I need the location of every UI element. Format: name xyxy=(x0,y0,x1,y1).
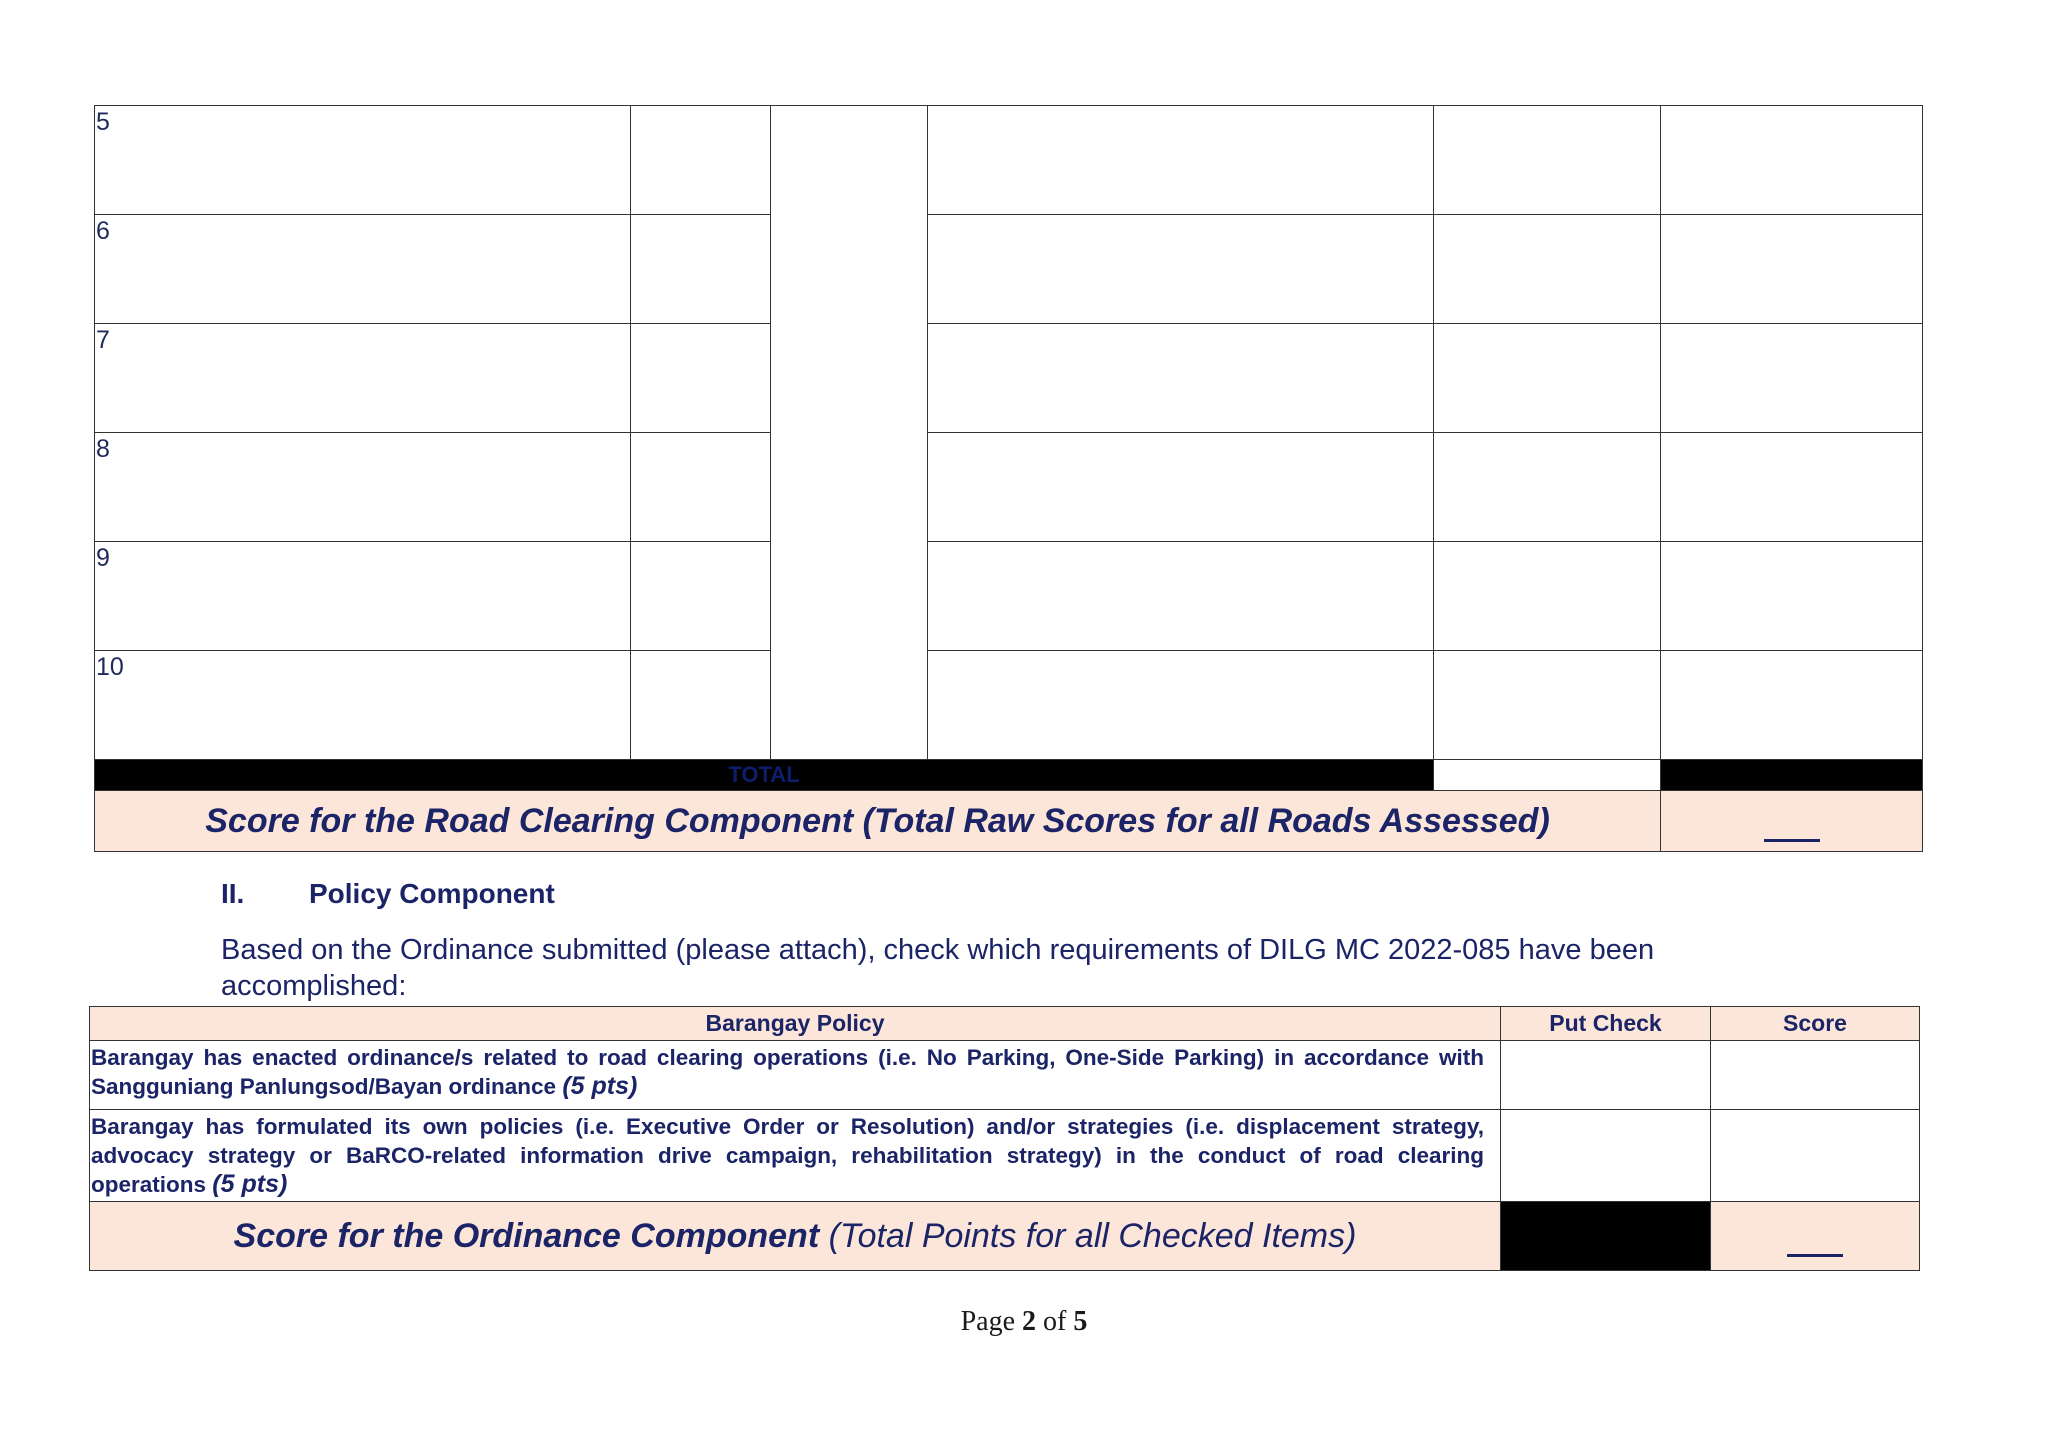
policy-points: (5 pts) xyxy=(562,1072,638,1100)
score-cell[interactable] xyxy=(1711,1110,1920,1202)
table-cell[interactable] xyxy=(1661,542,1923,651)
row-number: 7 xyxy=(95,324,631,433)
table-cell[interactable] xyxy=(1434,542,1661,651)
table-row xyxy=(90,1041,1920,1110)
policy-table xyxy=(89,1006,1920,1271)
table-cell[interactable] xyxy=(1661,106,1923,215)
header-put-check: Put Check xyxy=(1501,1007,1711,1041)
header-barangay-policy: Barangay Policy xyxy=(90,1007,1501,1041)
table-row xyxy=(90,1110,1920,1202)
table-cell[interactable] xyxy=(928,651,1434,760)
current-page-number: 2 xyxy=(1022,1306,1037,1337)
row-number: 9 xyxy=(95,542,631,651)
table-row xyxy=(95,651,1923,760)
table-cell[interactable] xyxy=(1434,324,1661,433)
page-separator: of xyxy=(1043,1306,1067,1337)
table-row xyxy=(95,106,1923,215)
table-row xyxy=(95,433,1923,542)
table-cell[interactable] xyxy=(1661,433,1923,542)
policy-item xyxy=(90,1110,1501,1202)
row-number: 10 xyxy=(95,651,631,760)
total-row xyxy=(95,760,1923,791)
policy-item xyxy=(90,1041,1501,1110)
header-score: Score xyxy=(1711,1007,1920,1041)
table-cell[interactable] xyxy=(1434,651,1661,760)
table-cell[interactable] xyxy=(1434,106,1661,215)
table-row xyxy=(95,324,1923,433)
row-number: 8 xyxy=(95,433,631,542)
page-label: Page xyxy=(960,1306,1016,1337)
policy-text: Barangay has enacted ordinance/s related to road clearing operations (i.e. No Parking, One-Side Parking) in accordance with Sangguniang Panlungsod/Bayan ordinance xyxy=(91,1045,1484,1099)
section-intro: Based on the Ordinance submitted (please attach), check which requirements of DILG MC 2022-085 have been accomplished: xyxy=(221,934,1655,1002)
table-cell[interactable] xyxy=(928,324,1434,433)
table-cell[interactable] xyxy=(631,324,771,433)
check-cell[interactable] xyxy=(1501,1041,1711,1110)
table-cell[interactable] xyxy=(928,542,1434,651)
ordinance-score-label xyxy=(90,1202,1501,1271)
ordinance-score-field[interactable] xyxy=(1711,1202,1920,1271)
road-assessment-table xyxy=(94,105,1923,852)
policy-points: (5 pts) xyxy=(212,1170,288,1198)
ordinance-score-note: (Total Points for all Checked Items) xyxy=(828,1216,1357,1255)
table-row xyxy=(95,215,1923,324)
table-cell[interactable] xyxy=(631,433,771,542)
table-cell[interactable] xyxy=(631,215,771,324)
table-cell[interactable] xyxy=(928,433,1434,542)
policy-text: Barangay has formulated its own policies (i.e. Executive Order or Resolution) and/or strategies (i.e. displacement strategy, advocacy strategy or BaRCO-related information drive campaign, rehabilitation strategy) in the conduct of road clearing operations xyxy=(91,1114,1484,1197)
score-blank-line xyxy=(1787,1224,1843,1257)
table-row xyxy=(95,542,1923,651)
total-label: TOTAL xyxy=(95,760,1434,791)
section-number: II. xyxy=(221,878,245,909)
table-cell[interactable] xyxy=(631,651,771,760)
table-cell[interactable] xyxy=(1434,215,1661,324)
ordinance-score-row xyxy=(90,1202,1920,1271)
table-cell[interactable] xyxy=(1434,433,1661,542)
table-cell[interactable] xyxy=(1661,324,1923,433)
total-pages-number: 5 xyxy=(1073,1306,1088,1337)
road-clearing-score-field[interactable] xyxy=(1661,791,1923,852)
table-cell[interactable] xyxy=(1661,215,1923,324)
score-cell[interactable] xyxy=(1711,1041,1920,1110)
row-number: 6 xyxy=(95,215,631,324)
table-cell[interactable] xyxy=(631,106,771,215)
table-cell[interactable] xyxy=(1661,651,1923,760)
row-number: 5 xyxy=(95,106,631,215)
table-cell[interactable] xyxy=(631,542,771,651)
blacked-out-cell xyxy=(1501,1202,1711,1271)
score-blank-line xyxy=(1764,809,1820,842)
section-title: Policy Component xyxy=(309,878,555,909)
policy-table-header xyxy=(90,1007,1920,1041)
page-footer xyxy=(0,1306,2048,1338)
merged-cell[interactable] xyxy=(771,106,928,760)
table-cell[interactable] xyxy=(928,106,1434,215)
road-clearing-score-label: Score for the Road Clearing Component (Total Raw Scores for all Roads Assessed) xyxy=(95,791,1661,852)
road-clearing-score-row xyxy=(95,791,1923,852)
check-cell[interactable] xyxy=(1501,1110,1711,1202)
blacked-out-cell xyxy=(1661,760,1923,791)
ordinance-score-title: Score for the Ordinance Component xyxy=(233,1216,820,1255)
total-input-cell[interactable] xyxy=(1434,760,1661,791)
table-cell[interactable] xyxy=(928,215,1434,324)
